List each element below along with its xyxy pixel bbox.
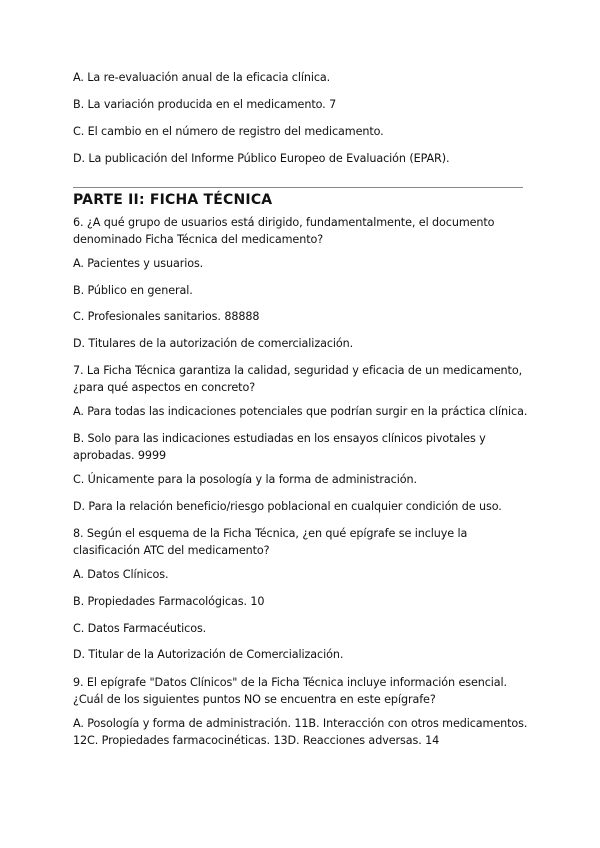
q7-option-b: B. Solo para las indicaciones estudiadas en los ensayos clínicos pivotales y aprobadas. 9999 [73,432,486,462]
q8-option-b: B. Propiedades Farmacológicas. 10 [73,595,265,608]
prev-option-c: C. El cambio en el número de registro del medicamento. [73,125,384,138]
q8-option-a: A. Datos Clínicos. [73,568,169,581]
prev-option-a: A. La re-evaluación anual de la eficacia clínica. [73,71,331,84]
q6-option-d: D. Titulares de la autorización de comercialización. [73,337,354,350]
q6-option-a: A. Pacientes y usuarios. [73,257,204,270]
question-9: 9. El epígrafe "Datos Clínicos" de la Ficha Técnica incluye información esencial. ¿Cuál de los siguientes puntos NO se encuentra en este epígrafe? [73,676,508,706]
question-8: 8. Según el esquema de la Ficha Técnica, ¿en qué epígrafe se incluye la clasificación ATC del medicamento? [73,527,468,557]
q7-option-d: D. Para la relación beneficio/riesgo poblacional en cualquier condición de uso. [73,500,502,513]
q9-options: A. Posología y forma de administración. 11B. Interacción con otros medicamentos. 12C. Propiedades farmacocinéticas. 13D. Reacciones adversas. 14 [73,717,528,747]
q8-option-d: D. Titular de la Autorización de Comercialización. [73,648,344,661]
prev-option-b: B. La variación producida en el medicamento. 7 [73,98,337,111]
section-divider [73,187,523,188]
section-title: PARTE II: FICHA TÉCNICA [73,192,273,208]
question-6: 6. ¿A qué grupo de usuarios está dirigido, fundamentalmente, el documento denominado Ficha Técnica del medicamento? [73,216,495,246]
question-7: 7. La Ficha Técnica garantiza la calidad, seguridad y eficacia de un medicamento, ¿para qué aspectos en concreto? [73,364,523,394]
q6-option-b: B. Público en general. [73,284,193,297]
q8-option-c: C. Datos Farmacéuticos. [73,622,207,635]
q7-option-c: C. Únicamente para la posología y la forma de administración. [73,473,417,486]
q7-option-a: A. Para todas las indicaciones potenciales que podrían surgir en la práctica clínica. [73,405,528,418]
q6-option-c: C. Profesionales sanitarios. 88888 [73,310,260,323]
prev-option-d: D. La publicación del Informe Público Europeo de Evaluación (EPAR). [73,152,450,165]
